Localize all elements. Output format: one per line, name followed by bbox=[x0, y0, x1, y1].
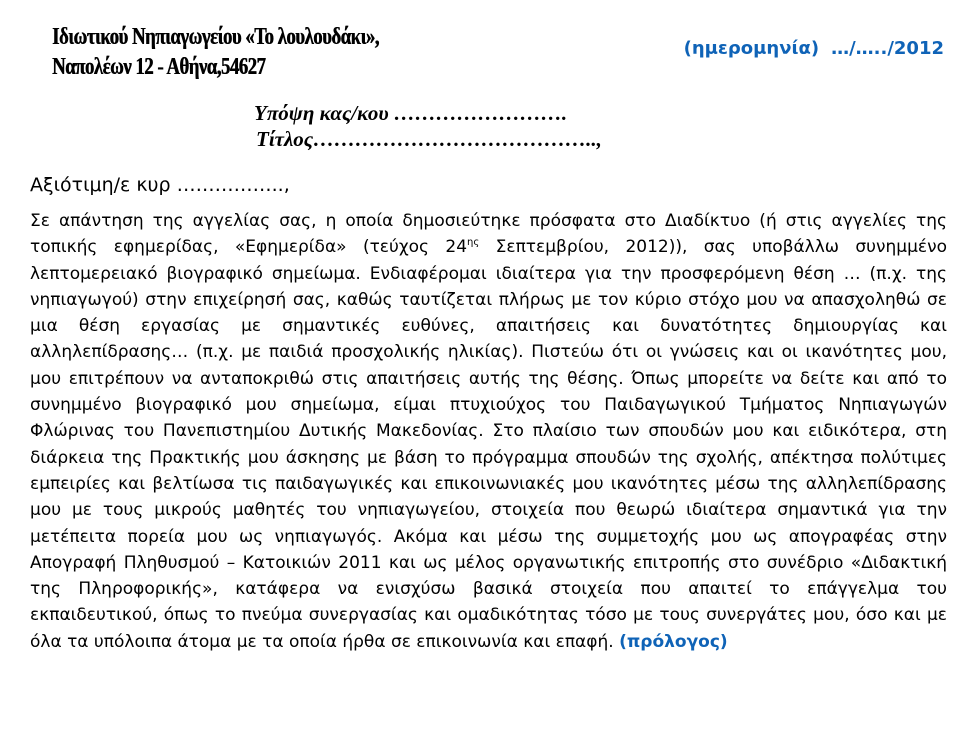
recipient-block bbox=[254, 100, 602, 152]
sender-name: Ιδιωτικού Νηπιαγωγείου «Το λουλουδάκι», bbox=[52, 24, 379, 50]
date-line bbox=[684, 38, 944, 59]
body-text-part2: Σεπτεμβρίου, 2012)), σας υποβάλλω συνημμένο λεπτομερειακό βιογραφικό σημείωμα. Ενδιαφέρομαι ιδιαίτερα για την προσφερόμενη θέση … (π.χ. της νηπιαγωγού) στην επιχείρησή σας, καθώς ταυτίζεται πλήρως με τον κύριο στόχο μου να απασχοληθώ σε μια θέση εργασίας με σημαντικές ευθύνες, απαιτήσεις και δυνατότητες δημιουργίας και αλληλεπίδρασης… (π.χ. με παιδιά προσχολικής ηλικίας). Πιστεύω ότι οι γνώσεις και οι ικανότητες μου, μου επιτρέπουν να ανταποκριθώ στις απαιτήσεις αυτής της θέσης. Όπως μπορείτε να δείτε και από το συνημμένο βιογραφικό μου σημείωμα, είμαι πτυχιούχος του Παιδαγωγικού Τμήματος Νηπιαγωγών Φλώρινας του Πανεπιστημίου Δυτικής Μακεδονίας. Στο πλαίσιο των σπουδών μου και ειδικότερα, στη διάρκεια της Πρακτικής μου άσκησης με βάση το πρόγραμμα σπουδών της σχολής, απέκτησα πολύτιμες εμπειρίες και βελτίωσα τις παιδαγωγικές και επικοινωνιακές μου ικανότητες μέσω της αλληλεπίδρασης μου με τους μικρούς μαθητές του νηπιαγωγείου, στοιχεία που θεωρώ ιδιαίτερα σημαντικά για την μετέπειτα πορεία μου ως νηπιαγωγός. Ακόμα και μέσω της συμμετοχής μου ως απογραφέας στην Απογραφή Πληθυσμού – Κατοικιών 2011 και ως μέλος οργανωτικής επιτροπής στο συνέδριο «Διδακτική της Πληροφορικής», κατάφερα να ενισχύσω βασικά στοιχεία που απαιτεί το επάγγελμα του εκπαιδευτικού, όπως το πνεύμα συνεργασίας και ομαδικότητας τόσο με τους συνεργάτες μου, όσο και με όλα τα υπόλοιπα άτομα με τα οποία ήρθα σε επικοινωνία και επαφή. bbox=[30, 237, 947, 652]
letter-body bbox=[30, 208, 947, 655]
ordinal-suffix: ης bbox=[467, 237, 480, 249]
body-paragraph bbox=[30, 208, 947, 655]
recipient-title: Τίτλος………………………………….., bbox=[256, 127, 602, 151]
sender-street: Ναπολέων 12 - Αθήνα,54627 bbox=[52, 54, 266, 80]
recipient-attention: Υπόψη κας/κου ……………………. bbox=[254, 101, 568, 125]
body-text-part1: Σε απάντηση της αγγελίας σας, η οποία δημοσιεύτηκε πρόσφατα στο Διαδίκτυο (ή στις αγγελίες της τοπικής εφημερίδας, «Εφημερίδα» (τεύχος 24 bbox=[30, 211, 947, 258]
date-label: (ημερομηνία) bbox=[683, 38, 820, 59]
salutation: Αξιότιμη/ε κυρ …………….., bbox=[30, 174, 290, 196]
prologue-note: (πρόλογος) bbox=[619, 631, 728, 652]
sender-address bbox=[52, 22, 379, 82]
date-value: …/…../2012 bbox=[831, 38, 944, 59]
